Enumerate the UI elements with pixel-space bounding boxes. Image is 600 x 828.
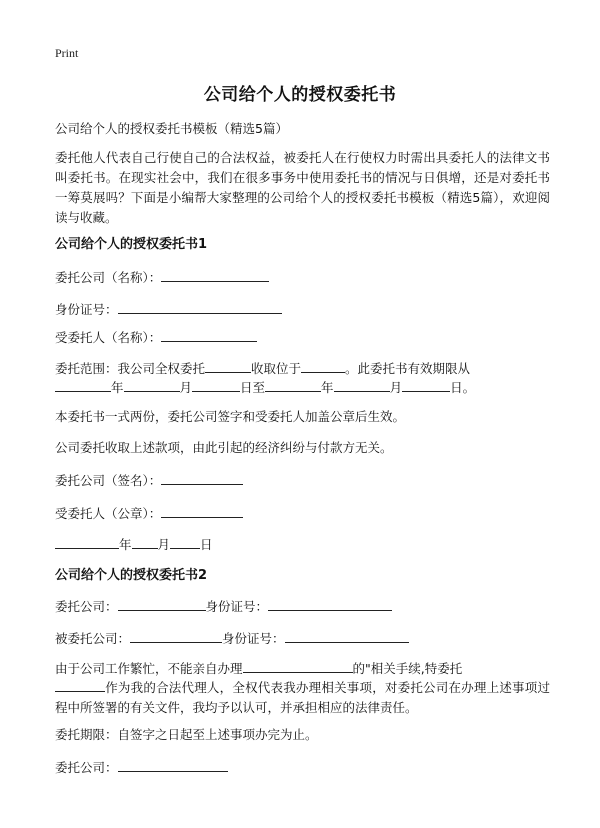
trustee-seal-blank — [161, 505, 243, 518]
scope-text-a: 委托范围：我公司全权委托 — [55, 361, 206, 376]
trustee-blank — [161, 329, 257, 342]
section1-date-line — [55, 535, 550, 555]
s2-client-id-label: 身份证号： — [205, 599, 269, 614]
s2-client-label-2: 委托公司： — [55, 760, 118, 775]
validity-to-month-blank — [334, 379, 390, 392]
validity-year-label: 年 — [111, 380, 124, 395]
section1-trustee-seal-line — [55, 504, 550, 524]
date-year-label: 年 — [119, 537, 132, 552]
validity-from-month-blank — [124, 379, 180, 392]
section2-client-line-2 — [55, 758, 550, 778]
client-sign-label: 委托公司（签名）： — [55, 473, 162, 488]
validity-from-day-blank — [192, 379, 240, 392]
scope-blank-2 — [301, 360, 345, 373]
date-day-label: 日 — [200, 537, 213, 552]
s2-reason-a: 由于公司工作繁忙，不能亲自办理 — [55, 661, 243, 676]
date-year-blank — [55, 536, 119, 549]
document-subtitle: 公司给个人的授权委托书模板（精选5篇） — [55, 121, 288, 136]
id-number-blank — [118, 301, 282, 314]
section1-client-company-line — [55, 268, 550, 288]
validity-day-end-label: 日。 — [450, 380, 476, 395]
section2-reason-para — [55, 678, 550, 718]
section2-heading: 公司给个人的授权委托书2 — [55, 568, 208, 583]
date-month-blank — [132, 536, 158, 549]
date-month-label: 月 — [157, 537, 171, 552]
section2-trustee-line — [55, 629, 550, 649]
section2-client-line — [55, 597, 550, 617]
section1-id-line — [55, 300, 550, 320]
section2-reason-line1 — [55, 659, 550, 679]
intro-paragraph: 委托他人代表自己行使自己的合法权益，被委托人在行使权力时需出具委托人的法律文书叫委托书。在现实社会中，我们在很多事务中使用委托书的情况与日俱增，还是对委托书一筹莫展吗？下面是小编帮大家整理的公司给个人的授权委托书模板（精选5篇），欢迎阅读与收藏。 — [55, 150, 550, 225]
section1-scope-line — [55, 359, 550, 379]
validity-to-year-blank — [265, 379, 321, 392]
section1-client-sign-line — [55, 471, 550, 491]
s2-trustee-blank — [130, 630, 222, 643]
section1-validity-line — [55, 378, 550, 398]
s2-reason-b: 的"相关手续,特委托 — [352, 661, 463, 676]
section1-copies: 本委托书一式两份，委托公司签字和受委托人加盖公章后生效。 — [55, 409, 406, 424]
section2-period: 委托期限：自签字之日起至上述事项办完为止。 — [55, 727, 318, 742]
s2-agent-blank — [55, 679, 105, 692]
validity-to-day-blank — [402, 379, 450, 392]
scope-text-b: 收取位于 — [251, 361, 302, 376]
section1-disclaimer: 公司委托收取上述款项，由此引起的经济纠纷与付款方无关。 — [55, 440, 393, 455]
client-sign-blank — [161, 472, 243, 485]
validity-month-label-2: 月 — [389, 380, 403, 395]
validity-year-label-2: 年 — [321, 380, 334, 395]
s2-client-blank-2 — [118, 759, 228, 772]
trustee-seal-label: 受委托人（公章）： — [55, 506, 162, 521]
s2-reason-c: 作为我的合法代理人，全权代表我办理相关事项，对委托公司在办理上述事项过程中所签署的有关文件，我均予以认可，并承担相应的法律责任。 — [55, 680, 550, 715]
s2-trustee-id-label: 身份证号： — [222, 631, 285, 646]
s2-matter-blank — [243, 660, 353, 673]
s2-trustee-label: 被委托公司： — [55, 631, 131, 646]
s2-client-label: 委托公司： — [55, 599, 118, 614]
document-title: 公司给个人的授权委托书 — [203, 85, 397, 105]
s2-client-blank — [118, 598, 206, 611]
date-day-blank — [170, 536, 200, 549]
validity-month-label: 月 — [179, 380, 193, 395]
validity-day-to-label: 日至 — [240, 380, 266, 395]
section1-heading: 公司给个人的授权委托书1 — [55, 237, 208, 252]
client-company-blank — [161, 269, 269, 282]
s2-client-id-blank — [268, 598, 392, 611]
s2-trustee-id-blank — [285, 630, 409, 643]
client-company-label: 委托公司（名称）： — [55, 270, 162, 285]
print-link[interactable]: Print — [55, 46, 79, 60]
validity-from-year-blank — [55, 379, 111, 392]
trustee-label: 受委托人（名称）： — [55, 330, 162, 345]
scope-text-c: 。此委托书有效期限从 — [345, 361, 471, 376]
id-number-label: 身份证号： — [55, 302, 118, 317]
scope-blank-1 — [205, 360, 251, 373]
section1-trustee-line — [55, 328, 550, 348]
